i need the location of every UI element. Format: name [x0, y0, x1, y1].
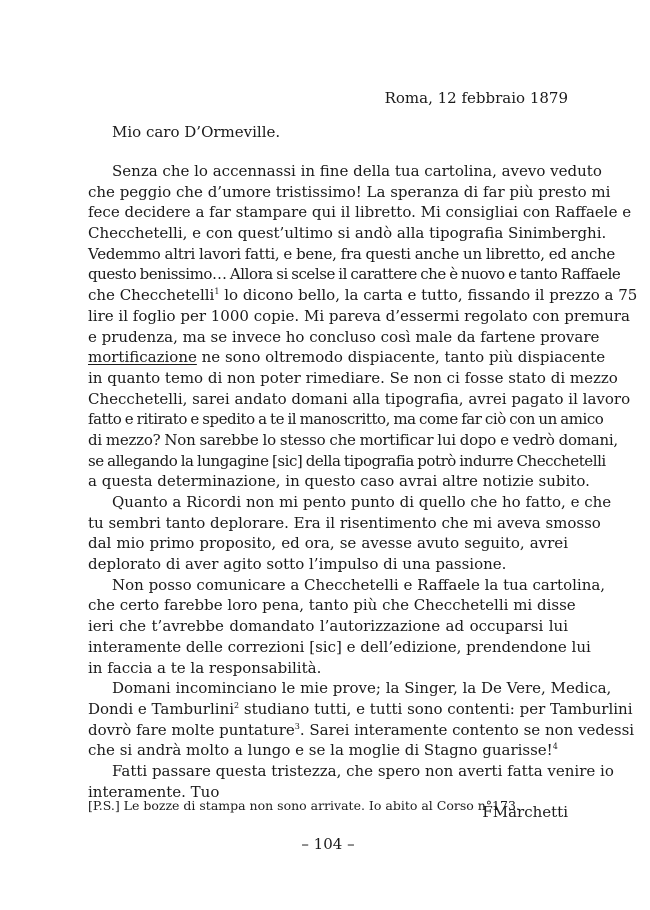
postscript: [P.S.] Le bozze di stampa non sono arrivate. Io abito al Corso n°173. — [88, 798, 520, 813]
letter-salutation: Mio caro D’Ormeville. — [112, 123, 281, 141]
text-line: ieri che t’avrebbe domandato l’autorizzazione ad occuparsi lui — [88, 617, 568, 636]
letter-page — [88, 0, 638, 910]
text-line: Checchetelli, e con quest’ultimo si andò alla tipografia Sinimberghi. — [88, 224, 607, 243]
text-line: fece decidere a far stampare qui il libretto. Mi consigliai con Raffaele e — [88, 203, 632, 222]
text-line: di mezzo? Non sarebbe lo stesso che mortificar lui dopo e vedrò domani, — [88, 430, 618, 449]
underlined-word: mortificazione — [88, 348, 197, 367]
text-fragment: dovrò fare molte puntature — [88, 720, 295, 739]
text-line: Non posso comunicare a Checchetelli e Raffaele la tua cartolina, — [112, 575, 606, 594]
text-line: deplorato di aver agito sotto l’impulso di una passione. — [88, 555, 507, 574]
text-fragment: che si andrà molto a lungo e se la moglie di Stagno guarisse! — [88, 741, 553, 760]
text-line — [88, 699, 633, 720]
footnote-marker: 3 — [294, 721, 300, 731]
text-fragment: lo dicono bello, la carta e tutto, fissando il prezzo a 75 — [219, 286, 638, 305]
text-line: a questa determinazione, in questo caso avrai altre notizie subito. — [88, 472, 590, 491]
text-fragment: studiano tutti, e tutti sono contenti: per Tamburlini — [239, 699, 633, 718]
text-line: interamente delle correzioni [sic] e dell’edizione, prendendone lui — [88, 637, 591, 656]
text-line: Senza che lo accennassi in fine della tua cartolina, avevo veduto — [112, 162, 602, 180]
text-fragment: Dondi e Tamburlini — [88, 699, 235, 718]
text-line: lire il foglio per 1000 copie. Mi pareva d’essermi regolato con premura — [88, 306, 630, 325]
page-number: – 104 – — [301, 835, 355, 853]
letter-signature: FMarchetti — [482, 803, 568, 822]
letter-body — [88, 161, 638, 823]
text-line: Domani incominciano le mie prove; la Singer, la De Vere, Medica, — [112, 679, 612, 698]
text-line — [88, 285, 638, 306]
text-fragment: che Checchetelli — [88, 286, 215, 305]
text-fragment: . Sarei interamente contento se non vedessi — [299, 720, 635, 739]
footnote-marker: 4 — [552, 742, 558, 752]
text-line: Fatti passare questa tristezza, che spero non averti fatta venire io — [112, 761, 614, 780]
text-line: dal mio primo proposito, ed ora, se avesse avuto seguito, avrei — [88, 534, 568, 553]
text-line: in faccia a te la responsabilità. — [88, 658, 322, 677]
text-line: se allegando la lungagine [sic] della tipografia potrò indurre Checchetelli — [88, 451, 606, 470]
text-fragment: ne sono oltremodo dispiacente, tanto più dispiacente — [196, 348, 606, 367]
text-line: fatto e ritirato e spedito a te il manoscritto, ma come far ciò con un amico — [88, 410, 604, 429]
text-line: Checchetelli, sarei andato domani alla tipografia, avrei pagato il lavoro — [88, 389, 631, 408]
footnote-marker: 1 — [214, 287, 220, 297]
text-line — [88, 347, 606, 368]
text-line: Vedemmo altri lavori fatti, e bene, fra questi anche un libretto, ed anche — [88, 244, 616, 263]
text-line: questo benissimo… Allora si scelse il carattere che è nuovo e tanto Raffaele — [88, 265, 621, 284]
text-line: in quanto temo di non poter rimediare. Se non ci fosse stato di mezzo — [88, 368, 618, 387]
text-line: e prudenza, ma se invece ho concluso così male da fartene provare — [88, 327, 600, 346]
text-line: che certo farebbe loro pena, tanto più che Checchetelli mi disse — [88, 596, 576, 615]
text-line: interamente. Tuo — [88, 782, 220, 801]
footnote-marker: 2 — [234, 700, 240, 710]
text-line — [88, 740, 568, 761]
text-line: Quanto a Ricordi non mi pento punto di quello che ho fatto, e che — [112, 493, 612, 511]
text-line: che peggio che d’umore tristissimo! La speranza di far più presto mi — [88, 182, 611, 201]
text-line — [88, 720, 635, 741]
text-line: tu sembri tanto deplorare. Era il risentimento che mi aveva smosso — [88, 513, 601, 532]
letter-dateline: Roma, 12 febbraio 1879 — [384, 89, 568, 107]
